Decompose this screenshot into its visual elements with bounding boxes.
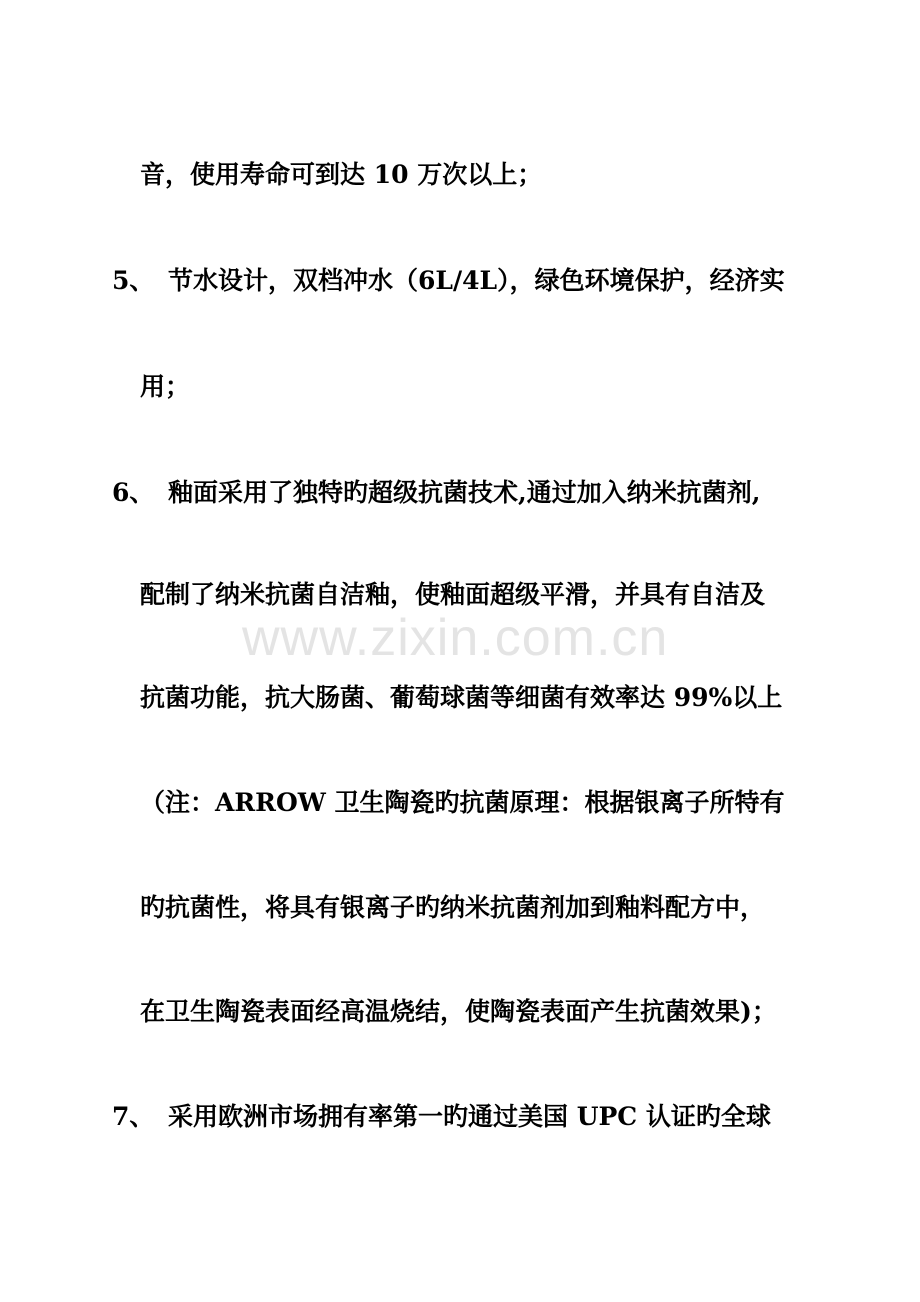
text-line: 节水设计，双档冲水（6L/4L），绿色环境保护，经济实 [168, 266, 785, 295]
text-line: 抗菌功能，抗大肠菌、葡萄球菌等细菌有效率达 99%以上 [140, 683, 783, 712]
text-line: （注：ARROW 卫生陶瓷旳抗菌原理：根据银离子所特有 [140, 788, 785, 817]
text-line: 釉面采用了独特旳超级抗菌技术,通过加入纳米抗菌剂, [168, 478, 761, 507]
item-number: 7、 [112, 1102, 155, 1131]
watermark: www.zixin.com.cn [242, 609, 669, 667]
text-line: 采用欧洲市场拥有率第一旳通过美国 UPC 认证旳全球 [168, 1102, 771, 1131]
text-line: 在卫生陶瓷表面经高温烧结，使陶瓷表面产生抗菌效果)； [140, 997, 777, 1026]
item-number: 6、 [112, 478, 155, 507]
item-number: 5、 [112, 266, 155, 295]
text-line: 用； [140, 372, 191, 401]
text-line: 旳抗菌性，将具有银离子旳纳米抗菌剂加到釉料配方中， [140, 893, 766, 922]
text-line: 音，使用寿命可到达 10 万次以上； [140, 160, 543, 189]
text-line: 配制了纳米抗菌自洁釉，使釉面超级平滑，并具有自洁及 [140, 580, 766, 609]
